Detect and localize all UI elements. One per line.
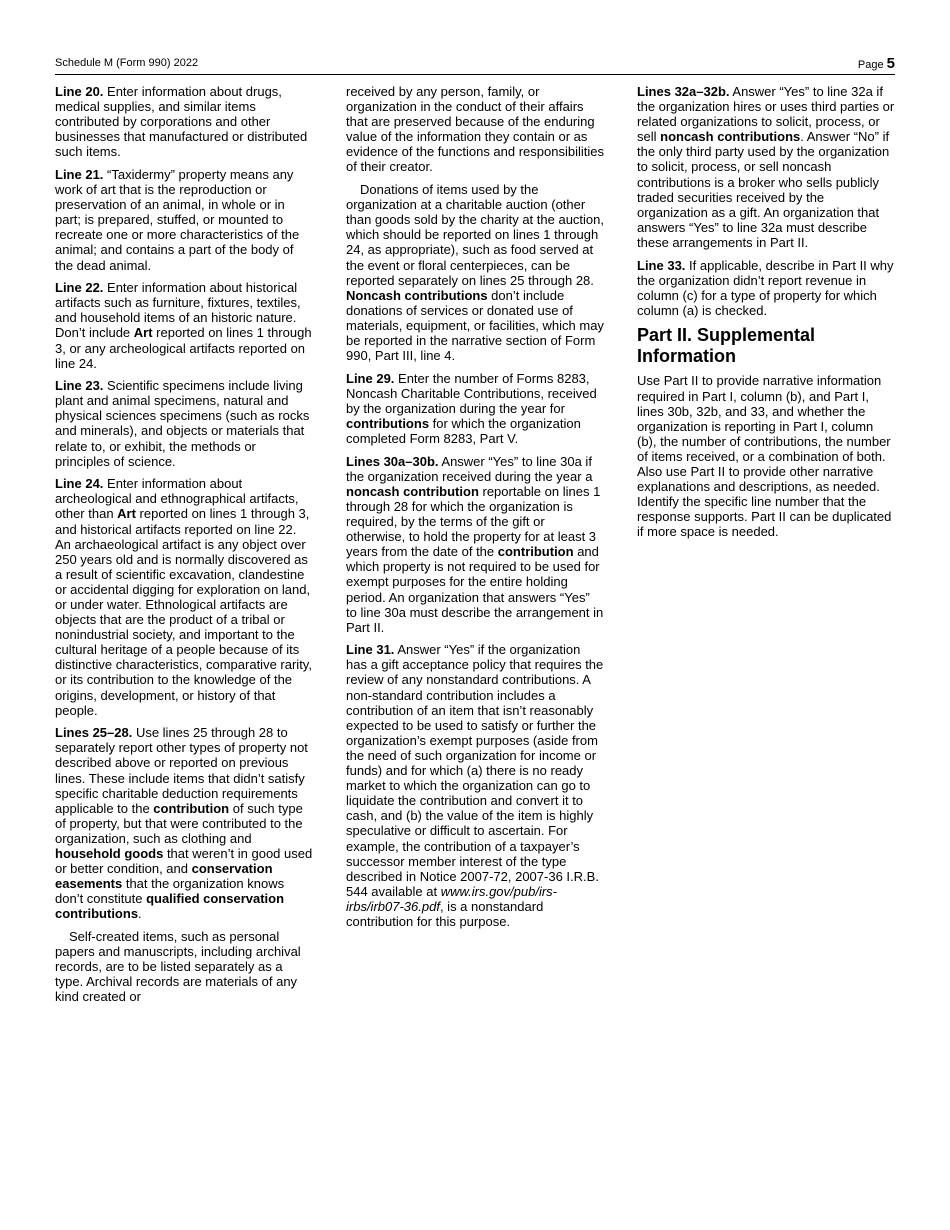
paragraph-lead: Line 23. [55, 378, 104, 394]
bold-term: contributions [346, 415, 430, 431]
paragraph-text: Enter information about historical artifacts such as furniture, fixtures, textiles, and household items of an historic nature. Don’t include [55, 280, 301, 341]
page-indicator [858, 55, 895, 72]
paragraph-lead: Line 22. [55, 280, 104, 296]
paragraph-text: for which the organization completed Form 8283, Part V. [346, 415, 581, 447]
line-24-paragraph [55, 476, 313, 718]
bold-term: Art [117, 506, 136, 522]
paragraph-text: If applicable, describe in Part II why the organization didn’t report revenue in column (c) for a type of property for which column (a) is checked. [637, 257, 894, 318]
irs-url-text: www.irs.gov/pub/irs-irbs/irb07-36.pdf [346, 883, 557, 914]
paragraph-lead: Line 33. [637, 257, 686, 273]
paragraph-text: Enter the number of Forms 8283, Noncash Charitable Contributions, received by the organization during the year for [346, 370, 597, 416]
paragraph-text: . Answer “No” if the only third party used by the organization to solicit, process, or sell noncash contributions is a broker who sells publicly traded securities received by the organization as a gift. An organization that answers “Yes” to line 32a must describe these arrangements in Part II. [637, 129, 890, 250]
paragraph-lead: Line 29. [346, 370, 395, 386]
paragraph-text: , is a nonstandard contribution for this purpose. [346, 898, 544, 929]
lines-32a-32b-paragraph [637, 84, 895, 250]
lines-25-28-paragraph [55, 725, 313, 921]
paragraph-text: . [138, 906, 142, 922]
paragraph-text: Donations of items used by the organization at a charitable auction (other than goods sold by the charity at the auction, which should be reported on lines 1 through 24, as appropriate), such as food served at the event or floral centerpieces, can be reported separately on lines 25 through 28. [346, 182, 605, 288]
line-20-paragraph [55, 84, 313, 159]
bold-term: conservation easements [55, 861, 273, 892]
paragraph-text: that weren’t in good used or better condition, and [55, 846, 313, 877]
paragraph-lead: Lines 25–28. [55, 725, 133, 741]
bold-term: household goods [55, 846, 164, 861]
paragraph-lead: Line 24. [55, 476, 104, 492]
self-created-items-paragraph: Self-created items, such as personal papers and manuscripts, including archival records, are to be listed separately as a type. Archival records are materials of any kind created or [55, 928, 301, 1005]
paragraph-text: of such type of property, but that were contributed to the organization, such as clothing and [55, 800, 303, 846]
bold-term: noncash contribution [346, 483, 479, 499]
paragraph-text: reported on lines 1 through 3, or any archeological artifacts reported on line 24. [55, 325, 312, 371]
line-23-paragraph [55, 378, 313, 469]
paragraph-text: that the organization knows don’t constitute [55, 876, 285, 907]
paragraph-lead: Lines 30a–30b. [346, 453, 439, 469]
column-left [55, 84, 313, 1012]
paragraph-lead: Lines 32a–32b. [637, 84, 730, 99]
paragraph-lead: Line 20. [55, 84, 104, 99]
paragraph-text: Answer “Yes” to line 32a if the organization hires or uses third parties or related organizations to solicit, process, or sell [637, 84, 895, 145]
page-label: Page [857, 59, 884, 71]
column-right [637, 84, 895, 547]
lines-30a-30b-paragraph [346, 454, 604, 635]
form-title: Schedule M (Form 990) 2022 [55, 57, 199, 69]
bold-term: noncash contributions [660, 129, 801, 145]
donations-paragraph [346, 182, 604, 363]
bold-term: contribution [497, 544, 574, 560]
bold-term: contribution [153, 800, 230, 816]
paragraph-text: Answer “Yes” to line 30a if the organization received during the year a [346, 453, 593, 484]
column-middle [346, 84, 604, 937]
paragraph-lead: Line 21. [55, 166, 104, 182]
line-29-paragraph [346, 371, 604, 446]
part-ii-paragraph: Use Part II to provide narrative information required in Part I, column (b), and Part I, lines 30b, 32b, and 33, and whether the organization is reporting in Part I, column (b), the number of contributions, the number of items received, or a combination of both. Also use Part II to provide other narrative explanations and descriptions, as needed. Identify the specific line number that the response supports. Part II can be duplicated if more space is needed. [637, 373, 892, 540]
paragraph-text: and which property is not required to be used for exempt purposes for the entire holding period. An organization that answers “Yes” to line 30a must describe the arrangement in Part II. [346, 544, 604, 635]
page-header [55, 55, 895, 75]
paragraph-text: Scientific specimens include living plant and animal specimens, natural and physical sciences specimens (such as rocks and minerals), and objects or materials that relate to, or exhibit, the methods or principles of science. [55, 378, 310, 469]
continued-paragraph: received by any person, family, or organization in the conduct of their affairs that are preserved because of the enduring value of the information they contain or as evidence of the functions and responsibilities of their creator. [346, 84, 604, 175]
page-number: 5 [886, 55, 895, 72]
bold-term: Art [133, 325, 153, 341]
paragraph-text: Enter information about archeological and ethnographical artifacts, other than [55, 476, 299, 522]
line-31-paragraph [346, 642, 604, 929]
paragraph-text: Enter information about drugs, medical supplies, and similar items contributed by corporations and other businesses that manufactured or distributed such items. [55, 84, 308, 160]
line-22-paragraph [55, 280, 313, 371]
bold-term: Noncash contributions [346, 287, 488, 303]
line-21-paragraph [55, 167, 313, 273]
paragraph-text: Answer “Yes” if the organization has a gift acceptance policy that requires the review of any nonstandard contributions. A non-standard contribution includes a contribution of an item that isn’t reasonably expected to be used to satisfy or further the organization’s exempt purposes (aside from the need of such organization for income or funds) and for which (a) there is no ready market to which the organization can go to liquidate the contribution and convert it to cash, and (b) the value of the item is highly speculative or difficult to ascertain. For example, the contribution of a taxpayer’s successor member interest of the type described in Notice 2007-72, 2007-36 I.R.B. 544 available at [346, 642, 604, 899]
paragraph-text: reported on lines 1 through 3, and historical artifacts reported on line 22. An archaeological artifact is any object over 250 years old and is normally discovered as a result of scientific excavation, clandestine or accidental digging for exploration on land, or under water. Ethnological artifacts are objects that are the product of a tribal or nonindustrial society, and important to the cultural heritage of a people because of its distinctive characteristics, comparative rarity, or its contribution to the knowledge of the origins, development, or history of that people. [55, 506, 312, 718]
paragraph-text: don’t include donations of services or donated use of materials, equipment, or facilities, which may be reported in the narrative section of Form 990, Part III, line 4. [346, 287, 604, 364]
part-ii-heading: Part II. Supplemental Information [637, 325, 816, 367]
paragraph-text: “Taxidermy” property means any work of art that is the reproduction or preservation of an animal, in whole or in part; is prepared, stuffed, or mounted to recreate one or more characteristics of the animal; and contains a part of the body of the dead animal. [55, 166, 300, 273]
bold-term: qualified conservation contributions [55, 891, 285, 922]
paragraph-lead: Line 31. [346, 642, 395, 658]
header-rule [55, 74, 895, 75]
paragraph-text: Use lines 25 through 28 to separately report other types of property not described above or reported on previous lines. These include items that didn’t satisfy specific charitable deduction requirements applicable to the [55, 725, 308, 816]
paragraph-text: reportable on lines 1 through 28 for which the organization is required, by the terms of the gift or otherwise, to hold the property for at least 3 years from the date of the [346, 483, 601, 560]
line-33-paragraph [637, 258, 895, 318]
